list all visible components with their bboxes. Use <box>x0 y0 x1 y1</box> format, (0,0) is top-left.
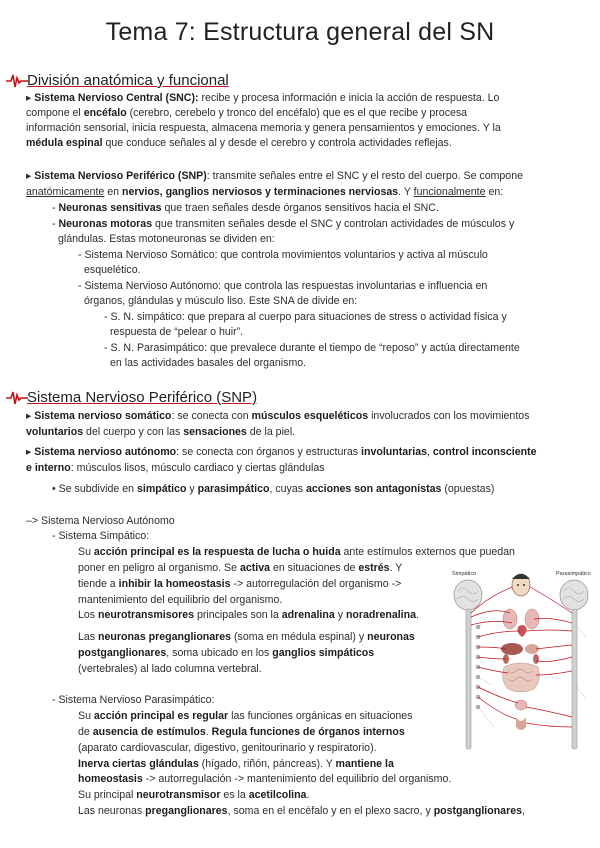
text-line: Los neurotransmisores principales son la adrenalina y noradrenalina. <box>78 609 419 621</box>
text-line: - S. N. simpático: que prepara al cuerpo para situaciones de stress o actividad física y <box>104 311 507 323</box>
section-title: División anatómica y funcional <box>27 72 229 89</box>
text-line: poner en peligro al organismo. Se activa en situaciones de estrés. Y <box>78 562 403 574</box>
text-line: en las actividades basales del organismo. <box>110 357 307 369</box>
text-line: - Sistema Simpático: <box>52 530 150 542</box>
text-line: - Sistema Nervioso Somático: que controla movimientos voluntarios y activa al músculo <box>78 249 488 261</box>
figure-label-simpatico: Simpático <box>452 571 477 577</box>
text-line: mantenimiento del equilibrio del organismo. <box>78 594 283 606</box>
text-line: homeostasis -> autorregulación -> mantenimiento del equilibrio del organismo. <box>78 773 452 785</box>
text-line: - Sistema Nervioso Parasimpático: <box>52 694 215 706</box>
text-line: Su acción principal es la respuesta de lucha o huida ante estímulos externos que puedan <box>78 546 515 558</box>
section-title: Sistema Nervioso Periférico (SNP) <box>27 389 258 406</box>
text-line: (vertebrales) al lado columna vertebral. <box>78 663 262 675</box>
text-line: postganglionares, soma ubicado en los ganglios simpáticos <box>78 647 375 659</box>
figure-label-parasimpatico: Parasimpático <box>556 571 591 577</box>
text-line: –> Sistema Nervioso Autónomo <box>26 515 175 527</box>
text-line: (aparato cardiovascular, digestivo, genitourinario y respiratorio). <box>78 742 377 754</box>
text-line: ▸ Sistema nervioso somático: se conecta con músculos esqueléticos involucrados con los movimientos <box>26 410 530 422</box>
text-line: de ausencia de estímulos. Regula funciones de órganos internos <box>78 726 405 738</box>
text-line: - Sistema Nervioso Autónomo: que controla las respuestas involuntarias e influencia en <box>78 280 488 292</box>
text-line: - S. N. Parasimpático: que prevalece durante el tiempo de “reposo” y actúa directamente <box>104 342 520 354</box>
text-line: • Se subdivide en simpático y parasimpático, cuyas acciones son antagonistas (opuestas) <box>52 483 495 495</box>
text-line: esquelético. <box>84 264 141 276</box>
text-line: Inerva ciertas glándulas (hígado, riñón, páncreas). Y mantiene la <box>78 758 394 770</box>
text-line: respuesta de “pelear o huir”. <box>110 326 244 338</box>
text-line: ▸ Sistema Nervioso Periférico (SNP): transmite señales entre el SNC y el resto del cuerpo. Se compone <box>26 170 523 182</box>
text-line: Las neuronas preganglionares, soma en el encéfalo y en el plexo sacro, y postganglionares, <box>78 805 525 817</box>
page-title: Tema 7: Estructura general del SN <box>105 18 495 46</box>
text-line: tiende a inhibir la homeostasis -> autorregulación del organismo -> <box>78 578 402 590</box>
text-line: ▸ Sistema Nervioso Central (SNC): recibe y procesa información e inicia la acción de respuesta. Lo <box>26 92 500 104</box>
text-line: glándulas. Estas motoneuronas se dividen en: <box>58 233 275 245</box>
text-line: ▸ Sistema nervioso autónomo: se conecta con órganos y estructuras involuntarias, control inconsciente <box>26 446 537 458</box>
text-line: voluntarios del cuerpo y con las sensaciones de la piel. <box>26 426 296 438</box>
text-line: Su acción principal es regular las funciones orgánicas en situaciones <box>78 710 413 722</box>
text-line: órganos, glándulas y músculo liso. Este SNA de divide en: <box>84 295 358 307</box>
text-line: información sensorial, inicia respuesta, almacena memoria y genera pensamientos y emociones. Y la <box>26 122 501 134</box>
heartbeat-icon <box>6 389 28 407</box>
text-line: - Neuronas motoras que transmiten señales desde el SNC y controlan actividades de músculos y <box>52 218 515 230</box>
text-line: - Neuronas sensitivas que traen señales desde órganos sensitivos hacia el SNC. <box>52 202 439 214</box>
text-line: Su principal neurotransmisor es la acetilcolina. <box>78 789 310 801</box>
text-line: médula espinal que conduce señales al y desde el cerebro y controla actividades reflejas. <box>26 137 452 149</box>
text-line: compone el encéfalo (cerebro, cerebelo y tronco del encéfalo) que es el que recibe y procesa <box>26 107 468 119</box>
text-line: Las neuronas preganglionares (soma en médula espinal) y neuronas <box>78 631 415 643</box>
text-line: e interno: músculos lisos, músculo cardiaco y ciertas glándulas <box>26 462 325 474</box>
autonomic-nervous-system-figure <box>448 567 594 759</box>
text-line: anatómicamente en nervios, ganglios nerviosos y terminaciones nerviosas. Y funcionalmente en: <box>26 186 504 198</box>
heartbeat-icon <box>6 72 28 90</box>
